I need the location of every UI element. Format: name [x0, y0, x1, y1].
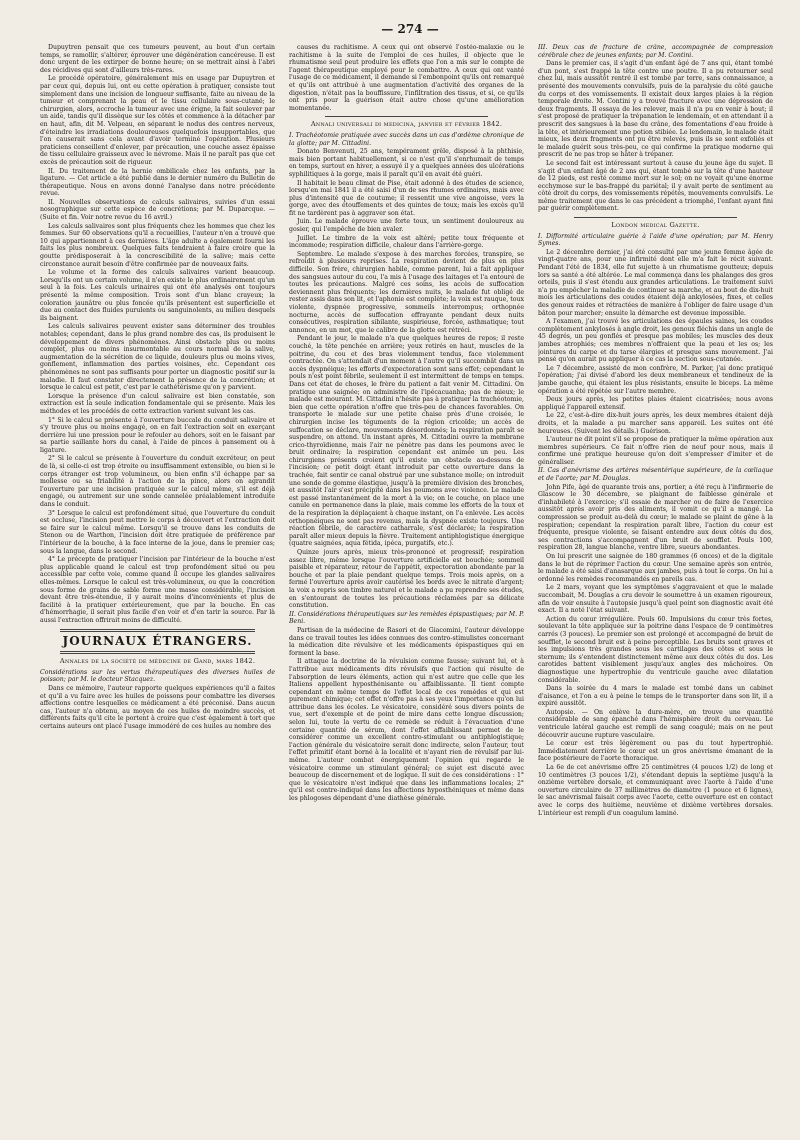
- article-title-tracheotomie: I. Trachéotomie pratiquée avec succès dans un cas d'œdème chronique de la glotte; par M. Cittadini.: [289, 131, 524, 147]
- paragraph: causes du rachitisme. A ceux qui ont observé l'ostéo-malaxie ou le rachitisme à la suite de l'emploi de ces huiles, il objecte que le rhumatisme seul peut produire les effets que l'on a mis sur le compte de l'agent thérapeutique employé pour le combattre. A ceux qui ont vanté l'usage de ce médicament, il demande si l'embonpoint qu'ils ont remarqué et qu'ils ont attribué à une augmentation d'activité des organes de la digestion, n'était pas la bouffissure, l'infiltration des tissus, et si, ce qu'ils ont pris pour la guérison était autre chose qu'une amélioration momentanée.: [289, 44, 524, 112]
- article-title-difformite: I. Difformité articulaire guérie à l'aide d'une opération; par M. Henry Symes.: [538, 232, 773, 248]
- article-body-tracheotomie: [289, 148, 524, 610]
- paragraph: A l'examen, j'ai trouvé les articulations des épaules saines, les coudes complètement ankylosés à angle droit, les genoux fléchis dans un angle de 45 degrés, un peu gonflés et presque pas mobiles; les muscles des deux jambes atrophiés; ces membres n'offraient que la peau et les os; les jointures du carpe et du tarse élargies et presque sans mouvement. J'ai pensé qu'on aurait pu appliquer à ce cas la section sous-cutanée.: [538, 318, 773, 364]
- article-title-epispastiques: II. Considérations thérapeutiques sur les remèdes épispastiques; par M. P. Beni.: [289, 610, 524, 626]
- paragraph: Autopsie. — On enlève la dure-mère, on trouve une quantité considérable de sang épanché dans l'hémisphère droit du cerveau. Le ventricule latéral gauche est rempli de sang coagulé; mais on ne peut découvrir aucune rupture vasculaire.: [538, 708, 773, 739]
- paragraph: Juin. Le malade éprouve une forte toux, un sentiment douloureux au gosier, qui l'empêche de bien avaler.: [289, 218, 524, 234]
- article-body-anevrisme: [538, 484, 773, 818]
- paragraph: Le volume et la forme des calculs salivaires varient beaucoup. Lorsqu'ils ont un certain volume, il n'en existe le plus ordinairement qu'un seul à la fois. Les calculs urinaires qui ont été analysés ont toujours présenté la même composition. Trois sont d'un blanc crayeux; la coloration jaunâtre ou plus foncée qu'ils présentent est superficielle et due au contact des fluides purulents ou sanguinolents, au milieu desquels ils baignent.: [40, 269, 275, 322]
- journal-heading-annali: Annali universali di medicina, janvier et février 1842.: [310, 120, 503, 129]
- page-number: — 274 —: [381, 22, 439, 36]
- paragraph: Le cœur est très légèrement ou pas du tout hypertrophié. Immédiatement derrière le cœur est un gros anévrisme émanant de la face postérieure de l'aorte thoracique.: [538, 740, 773, 763]
- article-paragraph-huiles: Dans ce mémoire, l'auteur rapporte quelques expériences qu'il a faites et qu'il a vu faire avec les huiles de poissons pour combattre les diverses affections contre lesquelles ce médicament a été préconisé. Dans aucun cas, l'auteur n'a obtenu, au moyen de ces huiles de moindre succès, et différents faits qu'il cite le portent à croire que c'est également à tort que certains auteurs ont placé l'usage immodéré de ces huiles au nombre des: [40, 684, 275, 730]
- paragraph: Le 2 mars, voyant que les symptômes s'aggravaient et que le malade succombait, M. Douglas a cru devoir le soumettre à un examen rigoureux, afin de voir ensuite à l'autopsie jusqu'à quel point son diagnostic avait été exact. Il a noté l'état suivant.: [538, 584, 773, 615]
- paragraph: Le 22, c'est-à-dire dix-huit jours après, les deux membres étaient déjà droits, et la malade a pu marcher sans appareil. Les suites ont été heureuses. (Suivent les détails.) Guérison.: [538, 412, 773, 435]
- section-divider: [60, 651, 255, 654]
- article-body-fracture-crane: [538, 60, 773, 213]
- middle-column: [289, 44, 524, 1134]
- paragraph: II. Du traitement de la hernie ombilicale chez les enfants, par la ligature. — Cet article a été publié dans le dernier numéro du Bulletin de thérapeutique. Nous en avons donné l'analyse dans notre précédente revue.: [40, 167, 275, 198]
- left-column: [40, 44, 275, 1134]
- paragraph: La 6e de cet anévrisme offre 25 centimètres (4 pouces 1/2) de long et 10 centimètres (3 pouces 1/2), s'étendant depuis la septième jusqu'à la onzième vertèbre dorsale, et communiquant avec l'aorte à l'aide d'une ouverture circulaire de 37 millimètres de diamètre (1 pouce et 6 lignes), le sac anévrismal faisait corps avec l'aorte, cette ouverture est en contact avec le corps des huitième, neuvième et dixième vertèbres dorsales. L'intérieur est rempli d'un coagulum laminé.: [538, 764, 773, 817]
- paragraph: 2° Si le calcul se présente à l'ouverture du conduit excréteur, on peut de là, si celle-ci est trop étroite ou insuffisamment extensible, ou bien si le corps étranger est trop volumineux, ou bien enfin s'il échappe par sa mollesse ou sa friabilité à l'action de la pince, alors on agrandit l'ouverture par une incision pratiquée sur le calcul même, s'il est déjà engagé, ou autrement sur une sonde cannelée préalablement introduite dans le conduit.: [40, 455, 275, 509]
- section-heading-foreign-journals: JOURNAUX ÉTRANGERS.: [62, 633, 253, 648]
- article-body-difformite: [538, 249, 773, 467]
- paragraph: Pendant le jour, le malade n'a que quelques heures de repos; il reste couché, la tête penchée en arrière; yeux retirés en haut, muscles de la poitrine, du cou et des bras violemment tendus, face violemment contractée. On s'attendait d'un moment à l'autre qu'il succombât dans un accès dyspnéique; les efforts d'expectoration sont sans effet; cependant le pouls n'est point fébrile, seulement il est intermittent de temps en temps. Dans cet état de choses, le frère du patient a fait venir M. Cittadini. On pratique une saignée; on administre de l'ipécacuanha; pas de mieux; le malade est mourant. M. Cittadini n'hésite pas à pratiquer la trachéotomie, bien que cette opération n'offre que très-peu de chances favorables. On transporte le malade sur une petite chaise près d'une croisée, le chirurgien incise les téguments de la région cricoïde; un accès de suffocation se déclare, mouvements désordonnés; la respiration paraît se suspendre, on attend. Un instant après, M. Cittadini ouvre la membrane crico-thyroïdienne, mais l'air ne pénètre pas dans les poumons avec le bruit ordinaire; la respiration cependant est animée un peu. Les chirurgiens présents croient qu'il existe un obstacle au-dessous de l'incision; ce petit doigt étant introduit par cette ouverture dans la trachée, fait sentir ce canal obstrué par une substance molle; on introduit une sonde de gomme élastique, jusqu'à la première division des bronches, et aussitôt l'air s'est précipité dans les poumons avec violence. Le malade est passé instantanément de la mort à la vie; on le couche, on place une canule en permanence dans la plaie, mais comme les efforts de la toux et de la respiration la déplaçaient à chaque instant, on l'a enlevée. Les accès orthopnéiques ne sont pas revenus, mais la dyspnée existe toujours. Une réaction fébrile, de caractère catharrale, s'est déclarée; la respiration paraît aller mieux depuis la fièvre. Traitement antiphlogistique énergique (quatre saignées, aqua fétida, ipéca, purgatifs, etc.).: [289, 335, 524, 548]
- article-title-huiles: Considérations sur les vertus thérapeutiques des diverses huiles de poisson; par M. le docteur Stacquez.: [40, 668, 275, 684]
- paragraph: Dans la soirée du 4 mars le malade est tombé dans un cabinet d'aisance, et l'on a eu à peine le temps de le transporter dans son lit, il a expiré aussitôt.: [538, 685, 773, 708]
- article-body-epispastiques: [289, 627, 524, 803]
- divider: [325, 116, 488, 117]
- paragraph: II. Nouvelles observations de calculs salivaires, suivies d'un essai nosographique sur cette espèce de concrétions; par M. Duparcque. — (Suite et fin. Voir notre revue du 16 avril.): [40, 198, 275, 222]
- paragraph: Les calculs salivaires peuvent exister sans déterminer des troubles notables; cependant, dans le plus grand nombre des cas, ils produisent le développement de divers phénomènes. Ainsi obstacle plus ou moins complet, plus ou moins insurmontable au cours normal de la salive, augmentation de la sécrétion de ce liquide, douleurs plus ou moins vives, gonflement, inflammation des parties voisines, etc. Cependant ces phénomènes ne sont pas suffisants pour porter un diagnostic positif sur la maladie. Il faut constater directement la présence de la concrétion; et lorsque le calcul est petit, c'est par le cathétérisme qu'on y parvient.: [40, 323, 275, 392]
- paragraph: Les calculs salivaires sont plus fréquents chez les hommes que chez les femmes. Sur 60 observations qu'il a recueillies, l'auteur n'en a trouvé que 10 qui appartiennent à ces dernières. L'âge adulte a également fourni les faits les plus nombreux. Quelques faits tendraient à faire croire que la goutte prédisposerait à la concrescibilité de la salive; mais cette circonstance aurait besoin d'être confirmée par de nouveaux faits.: [40, 222, 275, 268]
- paragraph: Quinze jours après, mieux très-prononcé et progressif; respiration assez libre, même lorsque l'ouverture artificielle est bouchée; sommeil paisible et réparateur, retour de l'appétit, expectoration abondante par la bouche et par la plaie pendant quelque temps. Trois mois après, on a fermé l'ouverture après avoir cautérisé les bords avec le nitrate d'argent; la voix a repris son timbre naturel et le malade a pu reprendre ses études, en s'entourant de toutes les précautions réclamées par sa délicate constitution.: [289, 549, 524, 610]
- article-title-anevrisme: II. Cas d'anévrisme des artères mésentérique supérieure, de la cœliaque et de l'aorte; par M. Douglas.: [538, 467, 773, 483]
- paragraph: John Pife, âgé de quarante trois ans, portier, a été reçu à l'infirmerie de Glascow le 30 décembre, se plaignant de faiblesse générale et d'inhabileté à l'exercice; s'il essaie de marcher ou de faire de l'exercice aussitôt après avoir pris des aliments, il vomit ce qu'il a mangé. La compression se produit au-delà du cœur; le malade se plaint de gêne à la respiration; cependant la respiration paraît libre, l'action du cœur est fréquente, presque violente, se faisant entendre aux deux côtés du dos, ses contractions s'accompagnent d'un bruit de soufflet. Pouls 100, respiration 28, langue blanche, ventre libre, sueurs abondantes.: [538, 483, 773, 552]
- paragraph: Lorsque la présence d'un calcul salivaire est bien constatée, son extraction est la seule indication fondamentale qui se présente. Mais les méthodes et les procédés de cette extraction varient suivant les cas.: [40, 392, 275, 415]
- paragraph: Il habitait le beau climat de Pise, était adonné à des études de science, lorsqu'en mai 1841 il a été saisi d'un de ses rhumes ordinaires, mais avec plus d'intensité que de coutume; il ressentit une vive angoisse, vers la gorge, avec des étouffements et des quintes de toux; mais les excès qu'il fit ne tardèrent pas à aggraver son état.: [289, 179, 524, 217]
- paragraph: Le 7 décembre, assisté de mon confrère, M. Parker, j'ai donc pratiqué l'opération; j'ai divisé d'abord les deux membraneux et tendineux de la jambe gauche, qui étaient les plus résistants, ensuite le biceps. La même opération a été répétée sur l'autre membre.: [538, 364, 773, 395]
- divider: [574, 217, 737, 218]
- paragraph: Septembre. Le malade s'expose à des marches forcées, transpire, se refroidit à plusieurs reprises. La respiration devient de plus en plus difficile. Son frère, chirurgien habile, comme parent, lui a fait appliquer des sangsues autour du cou, l'a mis à l'usage des laitages et l'a entouré de toutes les précautions. Malgré ces soins, les accès de suffocation deviennent plus fréquents; les dernières nuits, le malade fut obligé de rester assis dans son lit, et l'aphonie est complète; la voix est rauque, toux violente, dyspnée progressive, sommeils interrompus; orthopnée nocturne, accès de suffocation effrayante pendant deux nuits consécutives, respiration sibilante, suspirieuse, forcée, asthmatique; tout annonce, en un mot, que le calibre de la glotte est rétréci.: [289, 250, 524, 334]
- paragraph: Dupuytren pensait que ces tumeurs peuvent, au bout d'un certain temps, se ramollir, s'altérer, éprouver une dégénération cancéreuse. Il est donc urgent de les extirper de bonne heure; on se mettrait ainsi à l'abri des récidives qui sont d'ailleurs très-rares.: [40, 44, 275, 74]
- paragraph: On lui prescrit une saignée de 180 grammes (6 onces) et de la digitale dans le but de réprimer l'action du cœur. Une semaine après son entrée, le malade a été saisi d'anasarque aux jambes, puis à tout le corps. On lui a ordonné les remèdes recommandés en pareils cas.: [538, 553, 773, 583]
- paragraph: L'auteur ne dit point s'il se propose de pratiquer la même opération aux membres supérieurs. Ce fait n'offre rien de neuf pour nous, mais il confirme une pratique heureuse qu'on doit s'empresser d'imiter et de généraliser.: [538, 436, 773, 466]
- journal-heading-gand: Annales de la société de médecine de Gand, mars 1842.: [59, 657, 256, 666]
- middle-paragraphs: [289, 44, 524, 112]
- article-title-fracture-crane: III. Deux cas de fracture de crâne, accompagnée de compression cérébrale chez de jeunes enfants; par M. Contini.: [538, 44, 773, 59]
- paragraph: Il attaque la doctrine de la révulsion comme fausse; suivant lui, et à l'attribue aux médicaments dits révulsifs que l'action qui résulte de l'absorption de leurs éléments, action qui n'est autre que celle que les Italiens appellent hyposthénisante ou affaiblissante. Il tient compte cependant en même temps de l'effet local de ces remèdes et qui est purement chimique; cet effet n'offre pas à ses yeux l'importance qu'on lui attribue dans les écoles. Le vésicatoire, considéré sous divers points de vue, sert d'exemple et de point de mire dans cette longue discussion; selon lui, toute la vertu de ce remède se réduit à l'évacuation d'une certaine quantité de sérum, dont l'effet affaiblissant permet de le considérer comme un excellent contro-stimulant ou antiphlogistique; l'action générale du vésicatoire serait donc indirecte, selon l'auteur, tout l'effet primitif étant borné à la localité et n'ayant rien de révulsif par lui-même. L'auteur combat énergiquement l'opinion qui regarde le vésicatoire comme un stimulant général; ce sujet est discuté avec beaucoup de discernement et de logique. Il suit de ces considérations : 1° que le vésicatoire n'est indiqué que dans les inflammations locales; 2° qu'il est contre-indiqué dans les affections hyposthéniques et même dans les phlogoses dépendant d'une diathèse générale.: [289, 658, 524, 802]
- paragraph: 3° Lorsque le calcul est profondément situé, que l'ouverture du conduit est occluse, l'incision peut mettre le corps à découvert et l'extraction doit se faire sur le calcul même. Lorsqu'il se trouve dans les conduits de Stenon ou de Warthon, l'incision doit être pratiquée de préférence par l'intérieur de la bouche, à la face interne de la joue, dans le premier cas; sous la langue, dans le second.: [40, 509, 275, 555]
- section-divider: [60, 629, 255, 632]
- right-column: [538, 44, 773, 1134]
- paragraph: Le procédé opératoire, généralement mis en usage par Dupuytren et par ceux qui, depuis lui, ont eu cette opération à pratiquer, consiste tout simplement dans une incision de longueur suffisante, faite au niveau de la tumeur et comprenant la peau et le tissu cellulaire sous-cutané; le chirurgien, alors, accroche la tumeur avec une érigne, la fait soulever par un aide, tandis qu'il dissèque sur les côtés et commence à la détacher par en haut, afin, dit M. Velpeau, en séparant le nodus des centres nerveux, d'éteindre les irradiations douloureuses quelquefois insupportables, que l'on causerait sans cela avant d'avoir terminé l'opération. Plusieurs praticiens conseillent d'enlever, par précaution, une couche assez épaisse de tissu cellulaire graisseux avec le névrome. Mais il ne paraît pas que cet excès de précaution soit de rigueur.: [40, 75, 275, 166]
- paragraph: Juillet. Le timbre de la voix est altéré; petite toux fréquente et incommode; respiration difficile, chaleur dans l'arrière-gorge.: [289, 234, 524, 250]
- paragraph: Le second fait est intéressant surtout à cause du jeune âge du sujet. Il s'agit d'un enfant âgé de 2 ans qui, étant tombé sur la tête d'une hauteur de 12 pieds, est resté comme mort sur le sol; on ne voyait qu'une énorme ecchymose sur le bas-frappé du pariétal; il y avait perte de sentiment au côté droit du corps, des vomissements répétés, mouvements convulsifs. Le même traitement que dans le cas précédent a triomphé, l'enfant ayant fini par guérir complètement.: [538, 159, 773, 213]
- paragraph: Partisan de la médecine de Rasori et de Giacomini, l'auteur développe dans ce travail toutes les idées connues des contro-stimulistes concernant la médication dite révulsive et les médicaments épispastiques qui en forment la base.: [289, 626, 524, 657]
- paragraph: Dans le premier cas, il s'agit d'un enfant âgé de 7 ans qui, étant tombé d'un pont, s'est frappé la tête contre une poutre. Il a pu retourner seul chez lui, mais aussitôt rentré il est tombé par terre, sans connaissance, a présenté des mouvements convulsifs, puis de la paralysie du côté gauche du corps et des vomissements. Il existait deux larges plaies à la région temporale droite. M. Contini y a trouvé fracture avec une dépression de deux fragments. Il essaya de les relever, mais il n'a pu en venir à bout; il s'est proposé de pratiquer la trépanation le lendemain, et en attendant il a prescrit des sangsues à la base du crâne, des fomentations d'eau froide à la tête, et intérieurement une potion stibiée. Le lendemain, le malade était mieux, les deux fragments ont pu être relevés, puis ils se sont exfoliés et le malade guérit sous très-peu, ce qui confirme la pratique moderne qui prescrit de ne pas trop se hâter à trépaner.: [538, 60, 773, 159]
- paragraph: Deux jours après, les petites plaies étaient cicatrisées; nous avons appliqué l'appareil extensif.: [538, 396, 773, 411]
- columns-container: [40, 44, 780, 1134]
- paragraph: Donato Benvenuti, 25 ans, tempérament grêle, disposé à la phthisie, mais bien portant habituellement, si ce n'est qu'il s'enrhumait de temps en temps, surtout en hiver, a essuyé il y a quelques années des ulcérations syphilitiques à la gorge, mais il paraît qu'il en avait été guéri.: [289, 148, 524, 178]
- paragraph: 1° Si le calcul se présente à l'ouverture buccale du conduit salivaire et s'y trouve plus ou moins engagé, on en fait l'extraction soit en exerçant derrière lui une pression pour le refouler au dehors, soit en le faisant par sa partie saillante hors du canal, à l'aide de pinces à pansement ou à ligature.: [40, 416, 275, 454]
- paragraph: 4° Le précepte de pratiquer l'incision par l'intérieur de la bouche n'est plus applicable quand le calcul est trop profondément situé ou peu accessible par cette voie, comme quand il occupe les glandes salivaires elles-mêmes. Lorsque le calcul est très-volumineux, ou que la concrétion sous forme de grains de sable forme une masse considérable, l'incision devant être très-étendue, il y aurait moins d'inconvénients et plus de facilité à la pratiquer extérieurement, que par la bouche. En cas d'hémorrhagie, il serait plus facile d'en voir et d'en tarir la source. Par là aussi l'extraction offrirait moins de difficulté.: [40, 556, 275, 624]
- paragraph: Le 2 décembre dernier, j'ai été consulté par une jeune femme âgée de vingt-quatre ans, pour une infirmité dont elle m'a fait le récit suivant. Pendant l'été de 1834, elle fut sujette à un rhumatisme goutteux; depuis lors sa santé a été altérée. Le mal commença dans les phalanges des gros orteils, puis il s'est étendu aux grandes articulations. Le traitement suivi n'a pu empêcher la maladie de continuer sa marche, et au bout de dix-huit mois les articulations des coudes étaient déjà ankylosées, fixes, et celles des genoux raides et rétractées de manière à l'obliger de faire usage d'un bâton pour marcher; ensuite la démarche est devenue impossible.: [538, 248, 773, 317]
- journal-heading-london: London medical Gazette.: [611, 221, 700, 230]
- left-paragraphs: [40, 44, 275, 625]
- paragraph: Action du cœur irrégulière. Pouls 60. Impulsions du cœur très fortes, soulevant la tête appliquée sur la poitrine dans l'espace de 9 centimètres carrés (3 pouces). Le premier son est prolongé et accompagné de bruit de soufflet, le second bruit est à peine perceptible. Les bruits sont graves et les impulsions très grandes sous les cartilages des côtes et sous le sternum; ils s'entendent distinctement même aux deux côtés du dos. Les carotides battent visiblement jusqu'aux angles des mâchoires. On diagnostique une hypertrophie du ventricule gauche avec dilatation considérable.: [538, 615, 773, 684]
